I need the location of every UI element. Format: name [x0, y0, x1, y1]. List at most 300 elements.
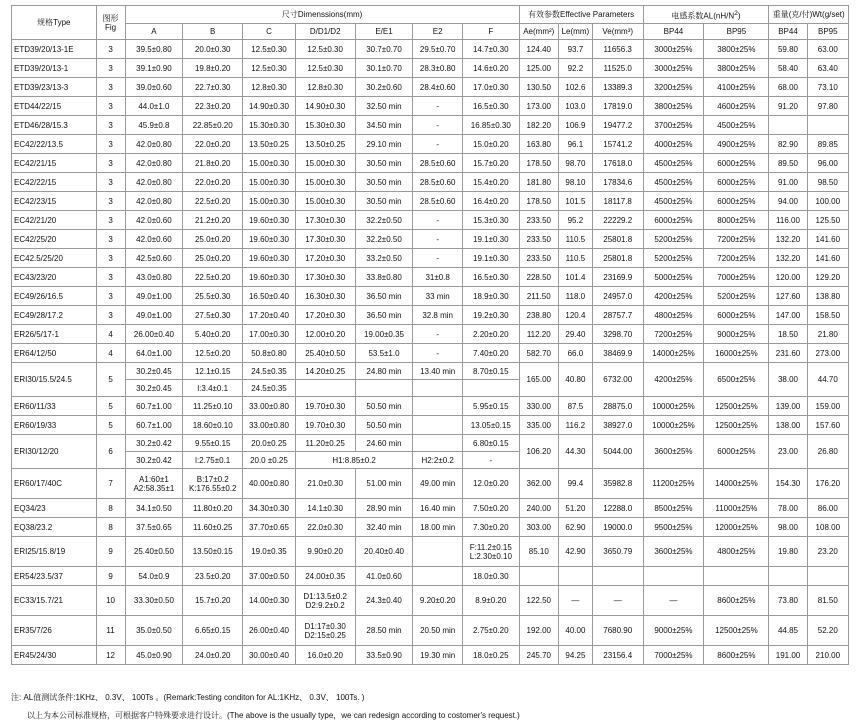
cell-wt-bp44: 82.90 [769, 135, 807, 154]
cell-le: 95.2 [558, 211, 592, 230]
cell-f: 15.0±0.20 [462, 135, 519, 154]
cell-fig: 10 [96, 586, 125, 616]
cell-a: 30.2±0.45 [125, 363, 183, 380]
cell-wt-bp44: 191.00 [769, 646, 807, 665]
cell-c: 14.00±0.30 [243, 586, 296, 616]
table-row [12, 435, 849, 452]
cell-c: 33.00±0.80 [243, 397, 296, 416]
cell-a: 60.7±1.00 [125, 416, 183, 435]
cell-wt-bp95: 89.85 [807, 135, 848, 154]
cell-le: 42.90 [558, 537, 592, 567]
table-row [12, 135, 849, 154]
cell-model: EC49/26/16.5 [12, 287, 97, 306]
cell-ae: 245.70 [519, 646, 558, 665]
cell-ae: 238.80 [519, 306, 558, 325]
cell-al-bp95: 6000±25% [704, 306, 769, 325]
cell-a: 42.5±0.60 [125, 249, 183, 268]
cell-le: 102.6 [558, 78, 592, 97]
cell-al-bp44: 3800±25% [643, 97, 704, 116]
cell-ve [592, 567, 643, 586]
cell-d: 13.50±0.25 [295, 135, 355, 154]
cell-model: ETD46/28/15.3 [12, 116, 97, 135]
cell-ae: 85.10 [519, 537, 558, 567]
cell-al-bp95: 4500±25% [704, 116, 769, 135]
header-dim-c: C [243, 24, 296, 40]
cell-b: 25.0±0.20 [183, 249, 243, 268]
cell-fig: 3 [96, 230, 125, 249]
cell-ve: 35982.8 [592, 469, 643, 499]
cell-e: 24.80 min [355, 363, 413, 380]
cell-ve: 38469.9 [592, 344, 643, 363]
cell-al-bp44: 7000±25% [643, 646, 704, 665]
cell-fig: 9 [96, 567, 125, 586]
cell-e2 [413, 537, 463, 567]
cell-b: 21.8±0.20 [183, 154, 243, 173]
header-dimensions: 尺寸Dimenssions(mm) [125, 6, 519, 24]
cell-al-bp95: 12500±25% [704, 616, 769, 646]
cell-f: 19.2±0.30 [462, 306, 519, 325]
cell-al-bp44: 4200±25% [643, 287, 704, 306]
cell-d: 19.70±0.30 [295, 397, 355, 416]
cell-al-bp44: 6000±25% [643, 211, 704, 230]
cell-f: 13.05±0.15 [462, 416, 519, 435]
cell-al-bp44: 9500±25% [643, 518, 704, 537]
cell-f: 15.7±0.20 [462, 154, 519, 173]
cell-f: 16.85±0.30 [462, 116, 519, 135]
cell-wt-bp95: 96.00 [807, 154, 848, 173]
cell-f: F:11.2±0.15 L:2.30±0.10 [462, 537, 519, 567]
cell-wt-bp44: 94.00 [769, 192, 807, 211]
cell-a: 30.2±0.42 [125, 435, 183, 452]
cell-le: 62.90 [558, 518, 592, 537]
cell-c: 15.00±0.30 [243, 154, 296, 173]
cell-e [355, 380, 413, 397]
cell-al-bp44: 3200±25% [643, 78, 704, 97]
cell-le: 96.1 [558, 135, 592, 154]
table-row [12, 78, 849, 97]
cell-ve: 23169.9 [592, 268, 643, 287]
cell-a: 26.00±0.40 [125, 325, 183, 344]
header-dim-d: D/D1/D2 [295, 24, 355, 40]
cell-d: 12.5±0.30 [295, 59, 355, 78]
cell-model: EC42/22/15 [12, 173, 97, 192]
cell-d: 16.0±0.20 [295, 646, 355, 665]
cell-le: 101.4 [558, 268, 592, 287]
cell-wt-bp44: 73.80 [769, 586, 807, 616]
cell-b: 22.5±0.20 [183, 268, 243, 287]
cell-c: 37.70±0.65 [243, 518, 296, 537]
cell-al-bp95: 12500±25% [704, 416, 769, 435]
cell-e2: - [413, 135, 463, 154]
cell-al-bp44: 3700±25% [643, 116, 704, 135]
cell-al-bp95: 7200±25% [704, 249, 769, 268]
table-row [12, 40, 849, 59]
cell-a: 37.5±0.65 [125, 518, 183, 537]
cell-ae: 233.50 [519, 211, 558, 230]
cell-le: 99.4 [558, 469, 592, 499]
cell-c: 19.60±0.30 [243, 211, 296, 230]
cell-b: l:2.75±0.1 [183, 452, 243, 469]
cell-fig: 3 [96, 135, 125, 154]
cell-ae: 163.80 [519, 135, 558, 154]
cell-d: D1:17±0.30 D2:15±0.25 [295, 616, 355, 646]
cell-al-bp95: 11000±25% [704, 499, 769, 518]
cell-al-bp44: 10000±25% [643, 416, 704, 435]
cell-al-bp95 [704, 567, 769, 586]
header-dim-e: E/E1 [355, 24, 413, 40]
cell-c: 19.60±0.30 [243, 268, 296, 287]
cell-d: 19.70±0.30 [295, 416, 355, 435]
cell-model: EC42/25/20 [12, 230, 97, 249]
cell-model: ETD39/23/13-3 [12, 78, 97, 97]
cell-ve: 24957.0 [592, 287, 643, 306]
cell-b: 9.55±0.15 [183, 435, 243, 452]
cell-d: 17.30±0.30 [295, 268, 355, 287]
cell-a: 60.7±1.00 [125, 397, 183, 416]
header-al-bp95: BP95 [704, 24, 769, 40]
cell-le: 103.0 [558, 97, 592, 116]
cell-wt-bp95: 141.60 [807, 249, 848, 268]
cell-a: 42.0±0.60 [125, 211, 183, 230]
header-inductance: 电感系数$AL(nH/N^2)$ [643, 6, 769, 24]
cell-a: 42.0±0.80 [125, 173, 183, 192]
cell-d: 17.20±0.30 [295, 249, 355, 268]
cell-al-bp95: 7000±25% [704, 268, 769, 287]
cell-ae: 233.50 [519, 230, 558, 249]
header-model: 规格Type [12, 6, 97, 40]
cell-wt-bp44: 138.00 [769, 416, 807, 435]
cell-a: 43.0±0.80 [125, 268, 183, 287]
cell-al-bp44: 3000±25% [643, 40, 704, 59]
cell-le: 116.2 [558, 416, 592, 435]
table-row [12, 211, 849, 230]
cell-al-bp95: 4900±25% [704, 135, 769, 154]
table-header [12, 6, 849, 40]
cell-wt-bp95: 98.50 [807, 173, 848, 192]
header-fig-label: 图形 Fig [102, 13, 119, 32]
cell-e: 41.0±0.60 [355, 567, 413, 586]
cell-al-bp44: 4500±25% [643, 173, 704, 192]
cell-le: 118.0 [558, 287, 592, 306]
cell-ae: 112.20 [519, 325, 558, 344]
cell-wt-bp44: 89.50 [769, 154, 807, 173]
cell-wt-bp44: 38.00 [769, 363, 807, 397]
cell-al-bp95: 4800±25% [704, 537, 769, 567]
cell-wt-bp44: 139.00 [769, 397, 807, 416]
cell-ve: 19000.0 [592, 518, 643, 537]
cell-a: 35.0±0.50 [125, 616, 183, 646]
cell-al-bp44: 5200±25% [643, 230, 704, 249]
cell-al-bp44: 8500±25% [643, 499, 704, 518]
cell-c: 12.8±0.30 [243, 78, 296, 97]
cell-ae: 181.80 [519, 173, 558, 192]
cell-model: ERI30/12/20 [12, 435, 97, 469]
cell-fig: 3 [96, 287, 125, 306]
cell-d [295, 380, 355, 397]
table-row [12, 499, 849, 518]
cell-e2: 32.8 min [413, 306, 463, 325]
cell-c: 15.00±0.30 [243, 173, 296, 192]
cell-wt-bp44 [769, 567, 807, 586]
cell-e2: - [413, 97, 463, 116]
cell-ve: 17819.0 [592, 97, 643, 116]
cell-d: 11.20±0.25 [295, 435, 355, 452]
cell-c: 20.0±0.25 [243, 435, 296, 452]
cell-f: 17.0±0.30 [462, 78, 519, 97]
cell-e2 [413, 435, 463, 452]
cell-wt-bp44 [769, 116, 807, 135]
table-row [12, 363, 849, 380]
cell-le [558, 567, 592, 586]
cell-ae: 582.70 [519, 344, 558, 363]
cell-d: 15.00±0.30 [295, 154, 355, 173]
header-al-bp44: BP44 [643, 24, 704, 40]
cell-a: 54.0±0.9 [125, 567, 183, 586]
cell-c: 19.60±0.30 [243, 230, 296, 249]
cell-al-bp95: 4100±25% [704, 78, 769, 97]
cell-ve: 11525.0 [592, 59, 643, 78]
cell-al-bp95: 8600±25% [704, 586, 769, 616]
header-dim-e2: E2 [413, 24, 463, 40]
cell-e2: 33 min [413, 287, 463, 306]
cell-b: 22.7±0.30 [183, 78, 243, 97]
cell-d: 12.00±0.20 [295, 325, 355, 344]
cell-e2: 31±0.8 [413, 268, 463, 287]
header-ae: Ae(mm²) [519, 24, 558, 40]
cell-f: 8.9±0.20 [462, 586, 519, 616]
cell-ve: 18117.8 [592, 192, 643, 211]
cell-c: 40.00±0.80 [243, 469, 296, 499]
cell-wt-bp95 [807, 116, 848, 135]
table-row [12, 116, 849, 135]
table-row [12, 537, 849, 567]
cell-f: 2.20±0.20 [462, 325, 519, 344]
cell-e: 30.50 min [355, 173, 413, 192]
cell-e2: - [413, 230, 463, 249]
cell-fig: 3 [96, 59, 125, 78]
cell-e: 29.10 min [355, 135, 413, 154]
cell-wt-bp95: 159.00 [807, 397, 848, 416]
cell-ae: 240.00 [519, 499, 558, 518]
cell-e: 32.2±0.50 [355, 230, 413, 249]
cell-c: 12.5±0.30 [243, 59, 296, 78]
header-wt-bp44: BP44 [769, 24, 807, 40]
cell-e2: - [413, 211, 463, 230]
cell-fig: 11 [96, 616, 125, 646]
cell-f: 15.4±0.20 [462, 173, 519, 192]
cell-le: 92.2 [558, 59, 592, 78]
cell-al-bp95: 12500±25% [704, 397, 769, 416]
cell-e: 34.50 min [355, 116, 413, 135]
cell-le: 94.25 [558, 646, 592, 665]
table-body-tail [12, 469, 849, 665]
cell-ae: 125.00 [519, 59, 558, 78]
cell-wt-bp95: 138.80 [807, 287, 848, 306]
cell-f [462, 380, 519, 397]
cell-ae: 122.50 [519, 586, 558, 616]
cell-e2 [413, 567, 463, 586]
cell-wt-bp95: 21.80 [807, 325, 848, 344]
cell-f: 7.40±0.20 [462, 344, 519, 363]
table-row [12, 230, 849, 249]
cell-model: ETD39/20/13-1E [12, 40, 97, 59]
cell-wt-bp44: 18.50 [769, 325, 807, 344]
cell-c: 33.00±0.80 [243, 416, 296, 435]
cell-fig: 4 [96, 325, 125, 344]
cell-e: 30.2±0.60 [355, 78, 413, 97]
cell-d: 15.30±0.30 [295, 116, 355, 135]
cell-b: 11.25±0.10 [183, 397, 243, 416]
cell-model: EC42/21/15 [12, 154, 97, 173]
cell-e2: 19.30 min [413, 646, 463, 665]
cell-b: 27.5±0.30 [183, 306, 243, 325]
cell-le: 29.40 [558, 325, 592, 344]
cell-ve: 23156.4 [592, 646, 643, 665]
cell-wt-bp44: 68.00 [769, 78, 807, 97]
cell-e: 32.2±0.50 [355, 211, 413, 230]
table-row [12, 416, 849, 435]
cell-e: 28.90 min [355, 499, 413, 518]
cell-al-bp95: 7200±25% [704, 230, 769, 249]
cell-fig: 3 [96, 173, 125, 192]
cell-a: 39.0±0.60 [125, 78, 183, 97]
table-row [12, 249, 849, 268]
cell-le: 110.5 [558, 249, 592, 268]
cell-model: EC42/23/15 [12, 192, 97, 211]
cell-le: 101.5 [558, 192, 592, 211]
cell-e2 [413, 380, 463, 397]
cell-ae: 233.50 [519, 249, 558, 268]
cell-al-bp44: 4800±25% [643, 306, 704, 325]
cell-model: ERI30/15.5/24.5 [12, 363, 97, 397]
cell-b: 5.40±0.20 [183, 325, 243, 344]
cell-wt-bp44: 58.40 [769, 59, 807, 78]
cell-wt-bp44: 154.30 [769, 469, 807, 499]
header-weight: 重量(克/付)Wt(g/set) [769, 6, 849, 24]
table-row [12, 59, 849, 78]
header-dim-a: A [125, 24, 183, 40]
cell-f: 16.5±0.30 [462, 97, 519, 116]
cell-al-bp44: 5200±25% [643, 249, 704, 268]
cell-al-bp44: 3600±25% [643, 435, 704, 469]
cell-ve: — [592, 586, 643, 616]
table-row [12, 154, 849, 173]
cell-e2: 20.50 min [413, 616, 463, 646]
cell-e: 30.50 min [355, 192, 413, 211]
table-row [12, 616, 849, 646]
cell-wt-bp44: 44.85 [769, 616, 807, 646]
cell-al-bp44: 9000±25% [643, 616, 704, 646]
cell-ae: 182.20 [519, 116, 558, 135]
cell-wt-bp44: 127.60 [769, 287, 807, 306]
cell-c: 15.00±0.30 [243, 192, 296, 211]
cell-al-bp44: 14000±25% [643, 344, 704, 363]
cell-e2 [413, 416, 463, 435]
cell-al-bp95: 8600±25% [704, 646, 769, 665]
cell-b: 24.0±0.20 [183, 646, 243, 665]
cell-e2: 49.00 min [413, 469, 463, 499]
cell-ve: 3650.79 [592, 537, 643, 567]
cell-model: ER35/7/26 [12, 616, 97, 646]
cell-fig: 3 [96, 97, 125, 116]
table-row [12, 567, 849, 586]
cell-fig: 3 [96, 249, 125, 268]
cell-wt-bp95: 52.20 [807, 616, 848, 646]
cell-e: 33.8±0.80 [355, 268, 413, 287]
cell-model: EC42.5/25/20 [12, 249, 97, 268]
cell-fig: 7 [96, 469, 125, 499]
table-row [12, 97, 849, 116]
cell-fig: 3 [96, 116, 125, 135]
cell-fig: 8 [96, 499, 125, 518]
cell-ae: 192.00 [519, 616, 558, 646]
cell-b: 12.5±0.20 [183, 344, 243, 363]
cell-wt-bp95: 44.70 [807, 363, 848, 397]
cell-wt-bp95: 73.10 [807, 78, 848, 97]
cell-b: 23.5±0.20 [183, 567, 243, 586]
cell-b: 13.50±0.15 [183, 537, 243, 567]
table-body-er60 [12, 397, 849, 435]
cell-ve: 17618.0 [592, 154, 643, 173]
cell-b: 22.5±0.20 [183, 192, 243, 211]
cell-ae: 106.20 [519, 435, 558, 469]
cell-wt-bp95: 97.80 [807, 97, 848, 116]
cell-al-bp44 [643, 567, 704, 586]
cell-wt-bp95: 100.00 [807, 192, 848, 211]
table-row [12, 397, 849, 416]
cell-wt-bp44: 116.00 [769, 211, 807, 230]
table-row [12, 469, 849, 499]
cell-al-bp95: 3800±25% [704, 40, 769, 59]
cell-a: 42.0±0.60 [125, 230, 183, 249]
cell-le: 44.30 [558, 435, 592, 469]
cell-b: 20.0±0.30 [183, 40, 243, 59]
cell-al-bp44: 3000±25% [643, 59, 704, 78]
header-fig [96, 6, 125, 40]
cell-wt-bp95: 63.00 [807, 40, 848, 59]
cell-f: 16.5±0.30 [462, 268, 519, 287]
cell-b: 22.0±0.20 [183, 173, 243, 192]
cell-wt-bp95: 129.20 [807, 268, 848, 287]
cell-e2: 13.40 min [413, 363, 463, 380]
cell-c: 20.0 ±0.25 [243, 452, 296, 469]
cell-d: 17.20±0.30 [295, 306, 355, 325]
cell-wt-bp95: 176.20 [807, 469, 848, 499]
cell-fig: 8 [96, 518, 125, 537]
note-standard-spec: 以上为本公司标准规格，可根据客户特殊要求进行设计。(The above is the usually type，we can redesign according to costomer's request.) [27, 711, 520, 720]
header-dim-f: F [462, 24, 519, 40]
cell-al-bp95: 5200±25% [704, 287, 769, 306]
cell-ve: 3298.70 [592, 325, 643, 344]
cell-fig: 3 [96, 211, 125, 230]
cell-e: 19.00±0.35 [355, 325, 413, 344]
cell-ae: 178.50 [519, 192, 558, 211]
cell-a: 42.0±0.80 [125, 135, 183, 154]
cell-wt-bp95: 141.60 [807, 230, 848, 249]
cell-d: 14.90±0.30 [295, 97, 355, 116]
cell-al-bp44: 7200±25% [643, 325, 704, 344]
cell-fig: 3 [96, 268, 125, 287]
cell-wt-bp44: 98.00 [769, 518, 807, 537]
cell-b: 22.85±0.20 [183, 116, 243, 135]
cell-d: 15.00±0.30 [295, 173, 355, 192]
cell-d: 14.1±0.30 [295, 499, 355, 518]
cell-le: 40.80 [558, 363, 592, 397]
cell-al-bp44: 11200±25% [643, 469, 704, 499]
cell-fig: 3 [96, 78, 125, 97]
cell-ve: 28757.7 [592, 306, 643, 325]
cell-al-bp44: 3600±25% [643, 537, 704, 567]
